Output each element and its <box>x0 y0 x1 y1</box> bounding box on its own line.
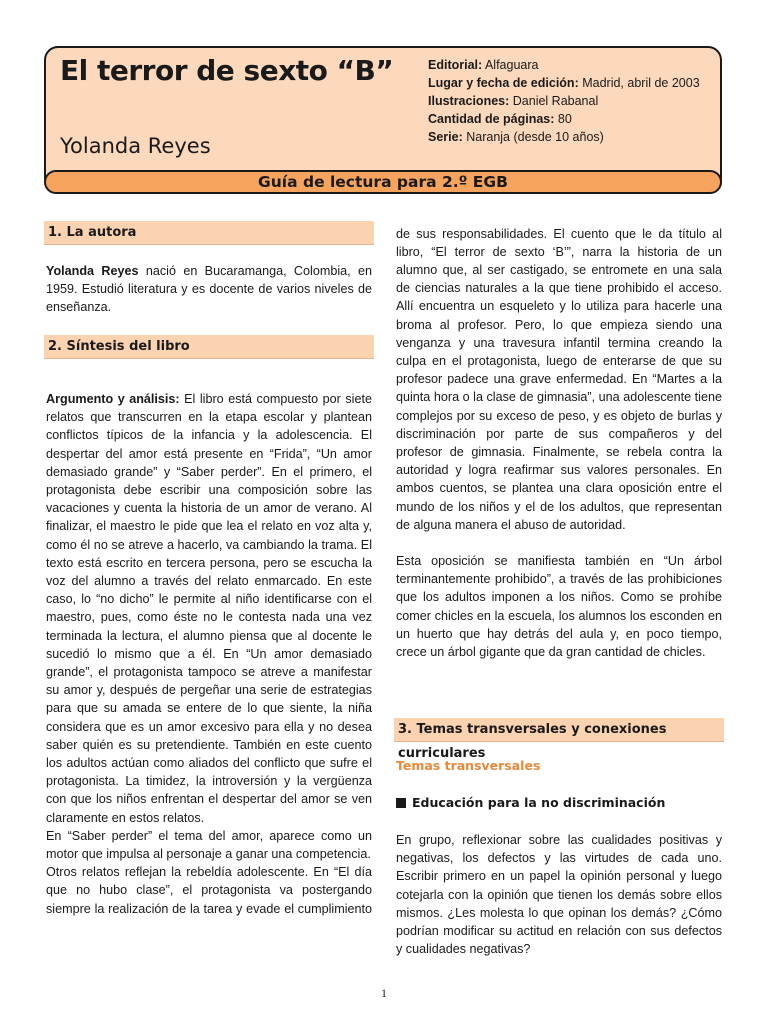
topic-heading: Educación para la no discriminación <box>396 795 665 810</box>
sintesis-text-right: de sus responsabilidades. El cuento que le da título al libro, “El terror de sexto ‘B’”, narra la historia de un alumno que, al ser castigado, se entromete en una sala de ciencias naturales a la que tiene prohibido el acceso. Allí encuentra un esqueleto y lo utiliza para hacerle una broma al profesor. Pero, lo que empieza siendo una venganza y una travesura infantil termina creando la culpa en el protagonista, luego de enterarse de que su profesor padece una grave enfermedad. En “Martes a la quinta hora o la clase de gimnasia”, una adolescente tiene complejos por su exceso de peso, y es objeto de burlas y discriminación por parte de sus compañeros y del profesor de gimnasia. Finalmente, se rebela contra la autoridad y logra reafirmar sus valores personales. En ambos cuentos, se plantea una clara oposición entre el mundo de los niños y el de los adultos, que representan de alguna manera el abuso de autoridad. Esta oposición se manifiesta también en “Un árbol terminantemente prohibido”, a través de las prohibiciones que los adultos imponen a los niños. Como se prohíbe comer chicles en la escuela, los alumnos los esconden en un huerto que hay detrás del aula y, en poco tiempo, crece un árbol gigante que da gran cantidad de chicles. <box>396 224 722 661</box>
meta-place-date: Lugar y fecha de edición: Madrid, abril de 2003 <box>428 76 700 90</box>
guide-title: Guía de lectura para 2.º EGB <box>44 170 722 194</box>
autora-paragraph: Yolanda Reyes nació en Bucaramanga, Colombia, en 1959. Estudió literatura y es docente de varios niveles de enseñanza. <box>46 264 372 315</box>
section-heading-temas: 3. Temas transversales y conexiones curriculares <box>394 718 724 742</box>
sintesis-text-left: Argumento y análisis: El libro está compuesto por siete relatos que transcurren en la etapa escolar y plantean conflictos típicos de la infancia y la adolescencia. El despertar del amor está presente en “Frida”, “Un amor demasiado grande” y “Saber perder”. En el primero, el protagonista debe escribir una composición sobre las vacaciones y cuenta la historia de un amor de verano. Al finalizar, el maestro le pide que lea el relato en voz alta y, como él no se atreve a hacerlo, va cambiando la trama. El texto está escrito en tercera persona, pero se escucha la voz del alumno a través del relato enmarcado. En este caso, lo “no dicho” le permite al niño identificarse con el maestro, pues, como éste no le contesta nada una vez terminada la lectura, el alumno piensa que al docente le sucedió lo mismo que a él. En “Un amor demasiado grande”, el protagonista tampoco se atreve a manifestar su amor y, después de pergeñar una serie de estrategias para que su amada se entere de lo que siente, la niña considera que es un amor excesivo para ella y no desea saber quién es su pretendiente. También en este cuento los adultos actúan como aliados del conflicto que sufre el protagonista. La timidez, la introversión y la vergüenza con que los niños enfrentan el despertar del amor se ven claramente en estos relatos. En “Saber perder” el tema del amor, aparece como un motor que impulsa al personaje a ganar una competencia. Otros relatos reflejan la rebeldía adolescente. En “El día que no hubo clase”, el protagonista va postergando siempre la realización de la tarea y evade el cumplimiento <box>46 392 372 916</box>
sintesis-p3-continued: de sus responsabilidades. El cuento que le da título al libro, “El terror de sexto ‘B’”, narra la historia de un alumno que, al ser castigado, se entromete en una sala de ciencias naturales a la que tiene prohibido el acceso. Allí encuentra un esqueleto y lo utiliza para hacerle una broma al profesor. Pero, lo que empieza siendo una venganza y una travesura infantil termina creando la culpa en el protagonista, luego de enterarse de que su profesor padece una grave enfermedad. En “Martes a la quinta hora o la clase de gimnasia”, una adolescente tiene complejos por su exceso de peso, y es objeto de burlas y discriminación por parte de sus compañeros y del profesor de gimnasia. Finalmente, se rebela contra la autoridad y logra reafirmar sus valores personales. En ambos cuentos, se plantea una clara oposición entre el mundo de los niños y el de los adultos, que representan de alguna manera el abuso de autoridad. <box>396 226 722 532</box>
temas-paragraph: En grupo, reflexionar sobre las cualidades positivas y negativas, los defectos y las virtudes de cada uno. Escribir primero en un papel la opinión personal y luego cotejarla con la opinión que tienen los demás sobre ellos mismos. ¿Les molesta lo que opinan los demás? ¿Cómo podrían modificar su actitud en relación con sus defectos y cualidades negativas? <box>396 833 722 957</box>
book-author: Yolanda Reyes <box>60 134 211 158</box>
temas-subheading: Temas transversales <box>396 758 541 773</box>
meta-pages: Cantidad de páginas: 80 <box>428 112 572 126</box>
square-bullet-icon <box>396 798 406 808</box>
autora-name: Yolanda Reyes <box>46 264 139 278</box>
meta-publisher: Editorial: Alfaguara <box>428 58 539 72</box>
section-heading-autora: 1. La autora <box>44 221 374 245</box>
section-heading-sintesis: 2. Síntesis del libro <box>44 335 374 359</box>
meta-illustrations: Ilustraciones: Daniel Rabanal <box>428 94 599 108</box>
page-number: 1 <box>381 986 387 1000</box>
book-title: El terror de sexto “B” <box>60 54 394 87</box>
book-metadata <box>428 56 718 146</box>
sintesis-p3-start: Otros relatos reflejan la rebeldía adolescente. En “El día que no hubo clase”, el protagonista va postergando siempre la realización de la tarea y evade el cumplimiento <box>46 865 372 916</box>
meta-series: Serie: Naranja (desde 10 años) <box>428 130 604 144</box>
